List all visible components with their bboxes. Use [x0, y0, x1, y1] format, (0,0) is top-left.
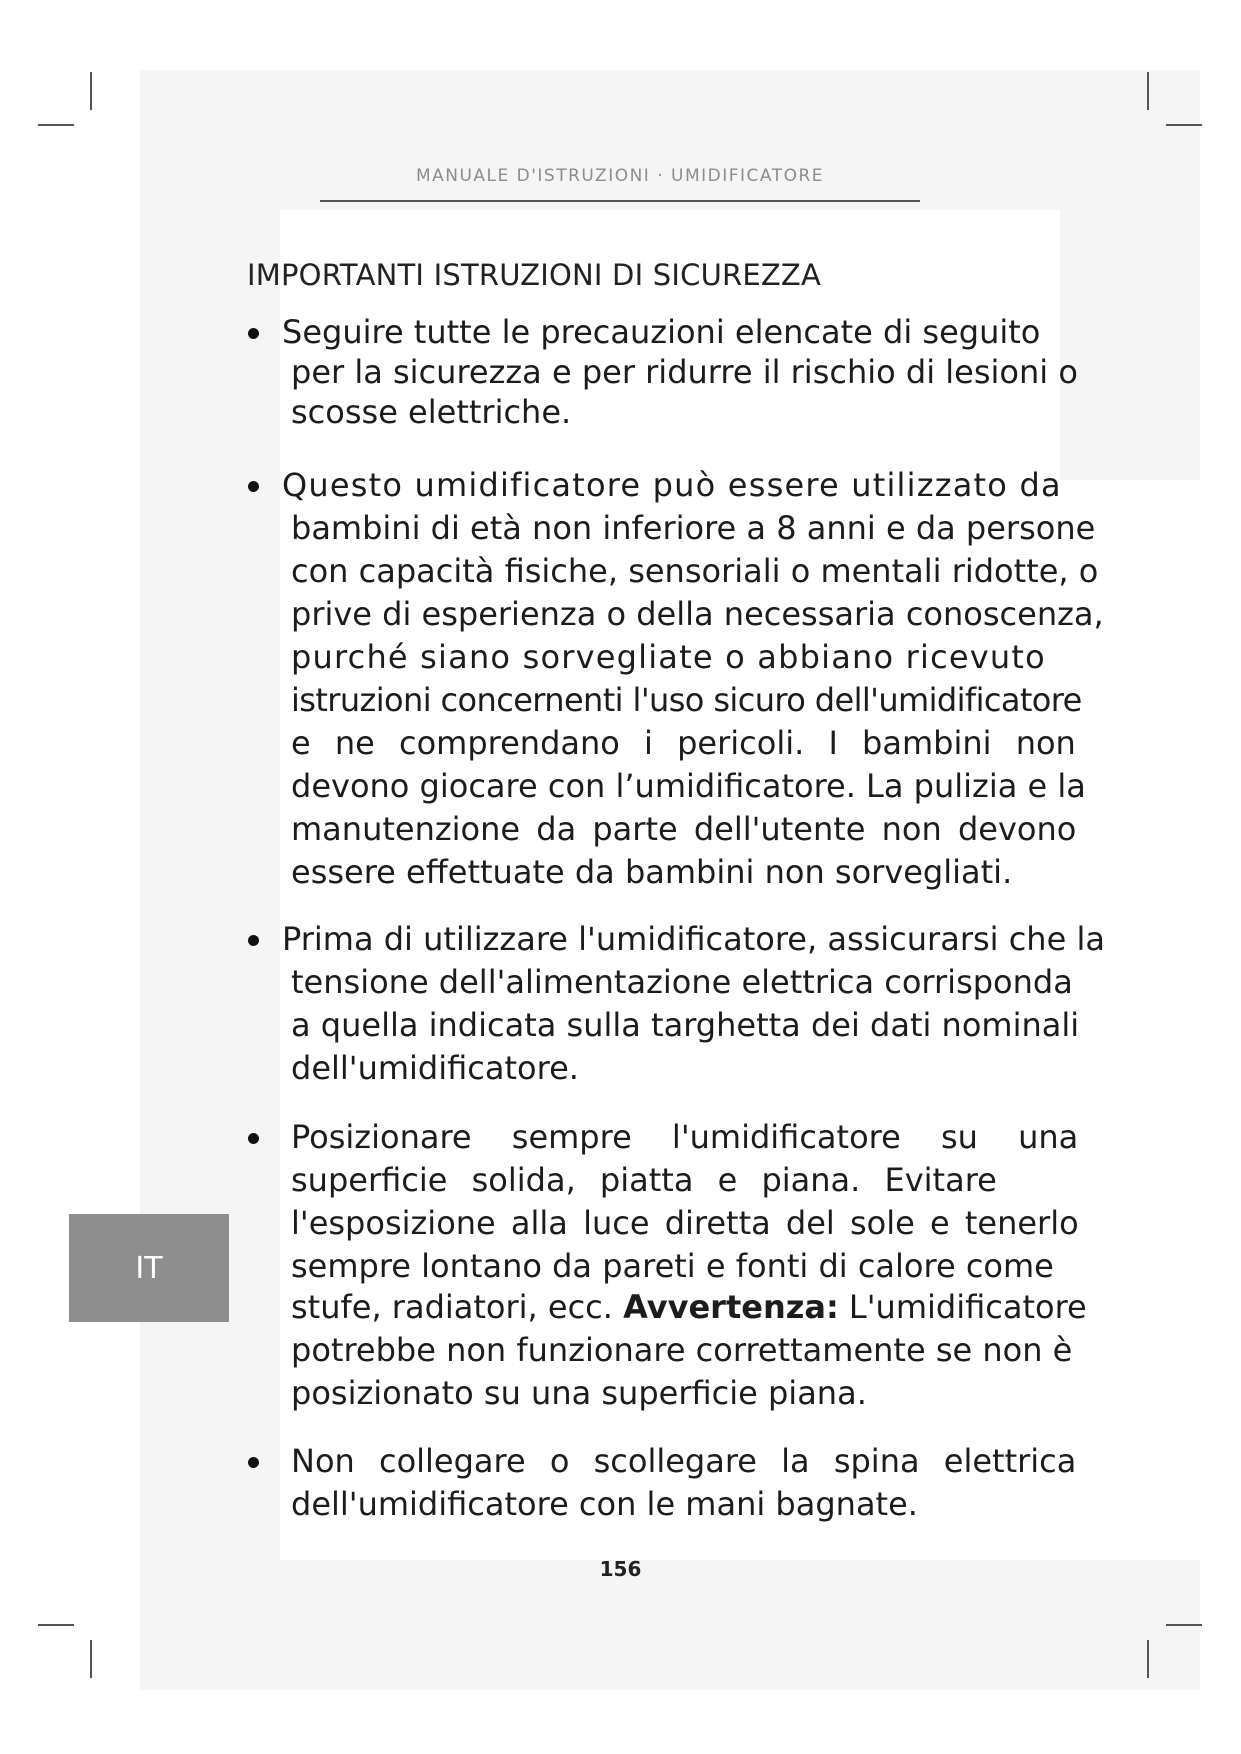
item-line: devono giocare con l’umidificatore. La pulizia e la — [291, 767, 1086, 805]
crop-mark-tr-v — [1147, 72, 1149, 110]
scan-shade-left — [140, 70, 280, 1690]
crop-mark-bl-v — [90, 1640, 92, 1678]
item-line: manutenzione da parte dell'utente non devono — [291, 810, 1077, 848]
crop-mark-tr-h — [1166, 124, 1202, 126]
crop-mark-br-v — [1147, 1640, 1149, 1678]
crop-mark-br-h — [1166, 1624, 1202, 1626]
item-line: bambini di età non inferiore a 8 anni e da persone — [291, 509, 1096, 547]
crop-mark-tl-h — [38, 124, 74, 126]
item-line: potrebbe non funzionare correttamente se non è — [291, 1331, 1073, 1369]
item-line: Posizionare sempre l'umidificatore su una — [291, 1118, 1079, 1156]
item-line: sempre lontano da pareti e fonti di calore come — [291, 1247, 1054, 1285]
item-line: superficie solida, piatta e piana. Evitare — [291, 1161, 997, 1199]
item-line: purché siano sorvegliate o abbiano ricevuto — [291, 638, 1046, 676]
header-divider — [320, 200, 920, 202]
item-line: e ne comprendano i pericoli. I bambini non — [291, 724, 1076, 762]
item-line: dell'umidificatore con le mani bagnate. — [291, 1485, 918, 1523]
item-text: L'umidificatore — [848, 1288, 1087, 1326]
crop-mark-bl-h — [38, 1624, 74, 1626]
running-header: MANUALE D'ISTRUZIONI · UMIDIFICATORE — [415, 166, 825, 186]
bullet-icon — [248, 935, 259, 946]
bullet-icon — [248, 481, 259, 492]
page-number: 156 — [599, 1557, 642, 1581]
item-line: Seguire tutte le precauzioni elencate di seguito — [282, 313, 1041, 351]
item-line: l'esposizione alla luce diretta del sole e tenerlo — [291, 1204, 1079, 1242]
item-line: Prima di utilizzare l'umidificatore, assicurarsi che la — [282, 920, 1105, 958]
item-line: tensione dell'alimentazione elettrica corrisponda — [291, 963, 1073, 1001]
bullet-icon — [248, 1457, 259, 1468]
item-line: Non collegare o scollegare la spina elettrica — [291, 1442, 1077, 1480]
item-line: dell'umidificatore. — [291, 1049, 579, 1087]
crop-mark-tl-v — [90, 72, 92, 110]
item-text: stufe, radiatori, ecc. — [291, 1288, 613, 1326]
item-line-mixed — [291, 1287, 1087, 1327]
item-line: istruzioni concernenti l'uso sicuro dell'umidificatore — [291, 681, 1082, 719]
item-line: Questo umidificatore può essere utilizzato da — [282, 466, 1062, 504]
item-line: con capacità fisiche, sensoriali o mentali ridotte, o — [291, 552, 1099, 590]
language-tab: IT — [69, 1214, 229, 1322]
item-line: scosse elettriche. — [291, 393, 572, 431]
bullet-icon — [248, 1133, 259, 1144]
item-line: prive di esperienza o della necessaria conoscenza, — [291, 595, 1104, 633]
section-title: IMPORTANTI ISTRUZIONI DI SICUREZZA — [247, 258, 822, 292]
item-line: essere effettuate da bambini non sorvegliati. — [291, 853, 1013, 891]
item-line: a quella indicata sulla targhetta dei dati nominali — [291, 1006, 1080, 1044]
item-line: posizionato su una superficie piana. — [291, 1374, 867, 1412]
bullet-icon — [248, 328, 259, 339]
warning-label: Avvertenza: — [623, 1288, 839, 1326]
scan-shade-top — [140, 70, 1200, 210]
item-line: per la sicurezza e per ridurre il rischio di lesioni o — [291, 353, 1078, 391]
scan-shade-right — [1060, 70, 1200, 480]
